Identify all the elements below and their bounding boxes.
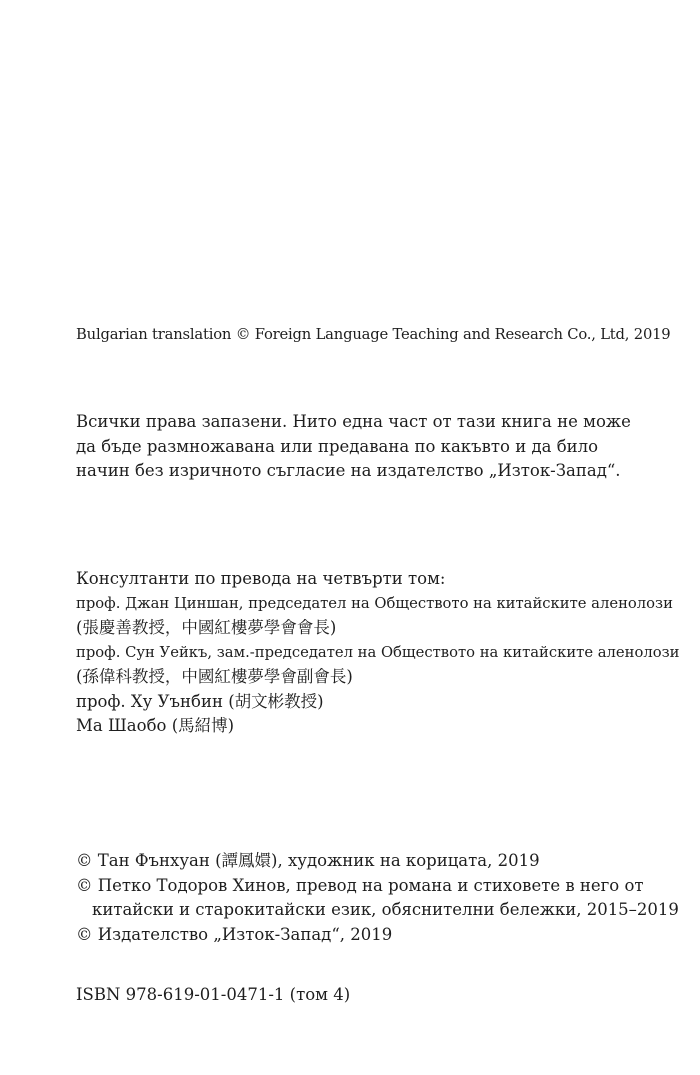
credits-section bbox=[76, 849, 679, 947]
consultant-line-5: проф. Ху Уънбин (胡文彬教授) bbox=[76, 691, 324, 711]
publisher-credit: © Издателство „Изток-Запад“, 2019 bbox=[76, 924, 393, 944]
consultant-line-4: (孫偉科教授，中國紅樓夢學會副會長) bbox=[76, 667, 353, 686]
consultant-line-2: (張慶善教授，中國紅樓夢學會會長) bbox=[76, 618, 337, 637]
copyright-notice bbox=[76, 323, 671, 348]
cover-artist-credit: © Тан Фънхуан (譚鳳嬛), художник на корицата, 2019 bbox=[76, 851, 540, 870]
isbn-line: ISBN 978-619-01-0471-1 (том 4) bbox=[76, 985, 351, 1004]
consultant-line-3: проф. Сун Уейкъ, зам.-председател на Обществото на китайските аленолози bbox=[76, 643, 680, 661]
rights-reserved-paragraph bbox=[76, 410, 656, 484]
translator-credit-line-2: китайски и старокитайски език, обяснителни бележки, 2015–2019 bbox=[92, 900, 679, 919]
consultants-section bbox=[76, 567, 680, 739]
consultant-line-1: проф. Джан Циншан, председател на Обществото на китайските аленолози bbox=[76, 594, 673, 612]
consultant-line-6: Ма Шаобо (馬紹博) bbox=[76, 716, 235, 735]
isbn-section bbox=[76, 983, 656, 1008]
copyright-line: Bulgarian translation © Foreign Language Teaching and Research Co., Ltd, 2019 bbox=[76, 326, 671, 343]
rights-line-2: да бъде размножавана или предавана по какъвто и да било bbox=[76, 436, 599, 456]
rights-line-3: начин без изричното съгласие на издателство „Изток-Запад“. bbox=[76, 461, 621, 480]
consultants-heading: Консултанти по превода на четвърти том: bbox=[76, 569, 446, 588]
rights-line-1: Всички права запазени. Нито една част от тази книга не може bbox=[76, 412, 631, 431]
translator-credit-line-1: © Петко Тодоров Хинов, превод на романа и стиховете в него от bbox=[76, 875, 644, 895]
